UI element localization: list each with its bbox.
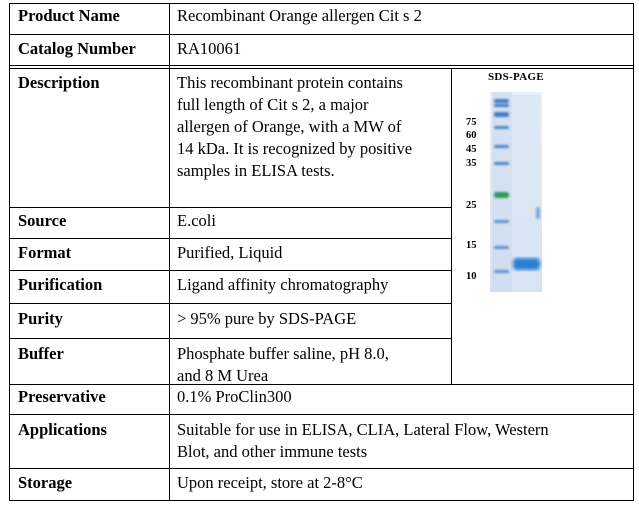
sample-faint-band [536,207,540,219]
label-catalog-number: Catalog Number [18,39,136,58]
sample-band-14kda [513,258,540,270]
gel-title: SDS-PAGE [488,71,544,83]
value-line: Purified, Liquid [177,243,283,262]
ladder-band-60 [494,126,509,129]
ladder-band-20 [494,220,509,223]
marker-label-10: 10 [466,271,477,282]
label-purification: Purification [18,275,103,294]
ladder-band-10 [494,270,509,273]
value-line: Suitable for use in ELISA, CLIA, Lateral Flow, Western [177,420,549,439]
value-line: allergen of Orange, with a MW of [177,117,402,136]
label-storage: Storage [18,473,73,492]
ladder-band-75 [494,112,509,117]
value-line: full length of Cit s 2, a major [177,95,369,114]
label-product-name: Product Name [18,6,120,25]
marker-label-75: 75 [466,117,477,128]
value-line: E.coli [177,211,216,230]
label-preservative: Preservative [18,387,106,406]
marker-label-45: 45 [466,144,477,155]
value-line: This recombinant protein contains [177,73,403,92]
label-description: Description [18,73,100,92]
marker-label-25: 25 [466,200,477,211]
value-line: RA10061 [177,39,242,58]
marker-label-60: 60 [466,130,477,141]
value-line: > 95% pure by SDS-PAGE [177,309,357,328]
label-source: Source [18,211,67,230]
marker-label-15: 15 [466,240,477,251]
ladder-band-35 [494,162,509,165]
value-line: Ligand affinity chromatography [177,275,389,294]
marker-label-35: 35 [466,158,477,169]
value-line: samples in ELISA tests. [177,161,335,180]
value-line: Phosphate buffer saline, pH 8.0, [177,344,389,363]
value-line: Recombinant Orange allergen Cit s 2 [177,6,422,25]
value-line: 14 kDa. It is recognized by positive [177,139,413,158]
value-line: and 8 M Urea [177,366,269,385]
label-format: Format [18,243,72,262]
ladder-band-15 [494,246,509,249]
value-line: Blot, and other immune tests [177,442,368,461]
ladder-band-top-2 [494,104,509,107]
value-line: 0.1% ProClin300 [177,387,292,406]
ladder-band-top [494,99,509,103]
ladder-band-45 [494,145,509,148]
label-applications: Applications [18,420,107,439]
ladder-band-25-green [494,192,509,198]
label-purity: Purity [18,309,63,328]
label-buffer: Buffer [18,344,64,363]
value-line: Upon receipt, store at 2-8°C [177,473,363,492]
